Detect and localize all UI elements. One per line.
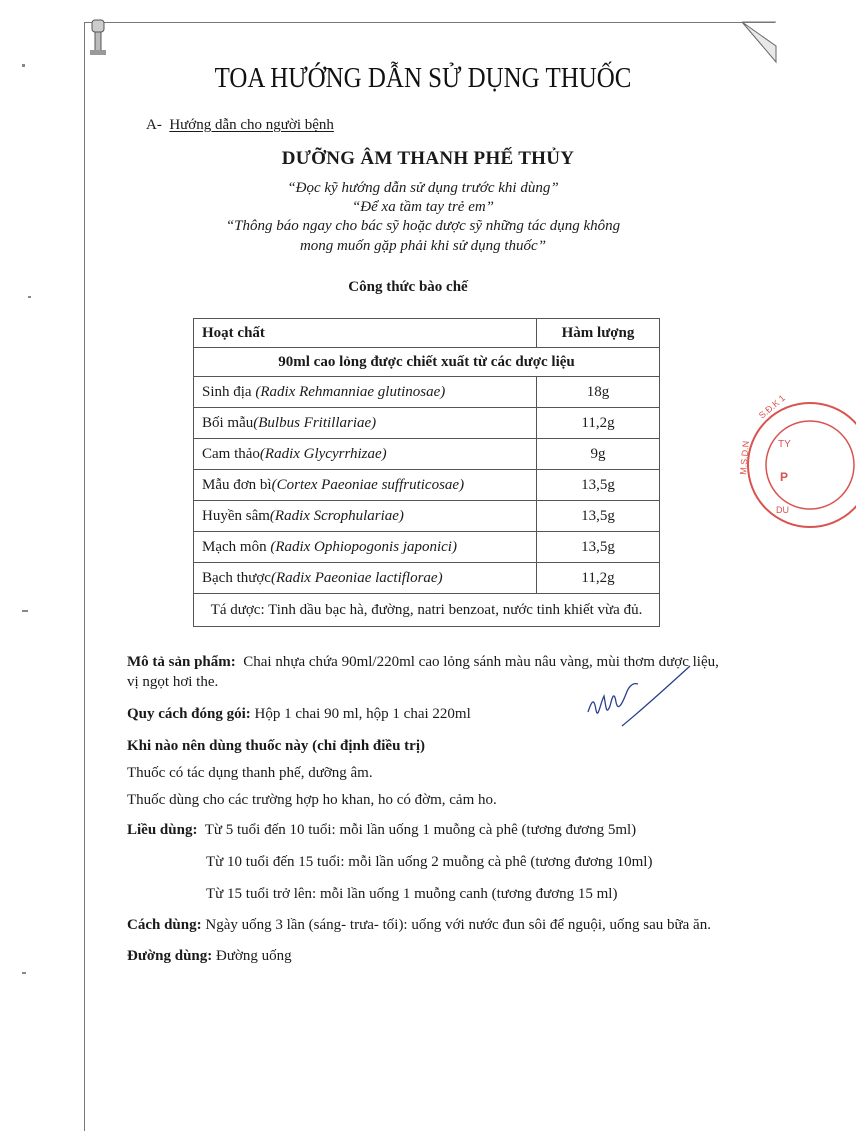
svg-text:M.S.D.N: M.S.D.N bbox=[738, 440, 751, 476]
section-a-label: Hướng dẫn cho người bệnh bbox=[169, 117, 334, 133]
folded-corner bbox=[742, 22, 776, 62]
ingredient-cell: Bạch thược(Radix Paeoniae lactiflorae) bbox=[194, 563, 537, 594]
amount-cell: 13,5g bbox=[537, 532, 660, 563]
scan-speck bbox=[28, 296, 31, 298]
table-header-row bbox=[194, 319, 660, 348]
route-line bbox=[127, 946, 292, 966]
product-name: DƯỠNG ÂM THANH PHẾ THỦY bbox=[281, 148, 575, 169]
packaging-line bbox=[127, 704, 471, 724]
handwritten-signature bbox=[586, 660, 696, 740]
table-row bbox=[194, 470, 660, 501]
warning-quote-4: mong muốn gặp phải khi sử dụng thuốc” bbox=[299, 238, 547, 254]
amount-cell: 11,2g bbox=[537, 408, 660, 439]
description-text-1: Chai nhựa chứa 90ml/220ml cao lỏng sánh màu nâu vàng, mùi thơm dược liệu, bbox=[243, 654, 719, 670]
route-label: Đường dùng: bbox=[127, 948, 213, 964]
table-row bbox=[194, 377, 660, 408]
amount-cell: 11,2g bbox=[537, 563, 660, 594]
table-row bbox=[194, 563, 660, 594]
ingredient-cell: Sinh địa (Radix Rehmanniae glutinosae) bbox=[194, 377, 537, 408]
svg-text:P: P bbox=[780, 470, 789, 484]
dosage-line-3: Từ 15 tuổi trở lên: mỗi lần uống 1 muỗng canh (tương đương 15 ml) bbox=[206, 886, 618, 902]
ingredient-cell: Cam thảo(Radix Glycyrrhizae) bbox=[194, 439, 537, 470]
description-label: Mô tả sản phẩm: bbox=[127, 654, 236, 670]
dosage-line-2: Từ 10 tuổi đến 15 tuổi: mỗi lần uống 2 muỗng cà phê (tương đương 10ml) bbox=[206, 854, 653, 870]
ingredient-cell: Mạch môn (Radix Ophiopogonis japonici) bbox=[194, 532, 537, 563]
packaging-text: Hộp 1 chai 90 ml, hộp 1 chai 220ml bbox=[254, 706, 471, 722]
svg-text:TY: TY bbox=[778, 439, 791, 450]
table-row bbox=[194, 439, 660, 470]
col-ingredient-header: Hoạt chất bbox=[194, 319, 537, 348]
amount-cell: 9g bbox=[537, 439, 660, 470]
table-row bbox=[194, 501, 660, 532]
table-row bbox=[194, 532, 660, 563]
scan-speck bbox=[22, 610, 28, 612]
col-amount-header: Hàm lượng bbox=[537, 319, 660, 348]
table-subheader: 90ml cao lỏng được chiết xuất từ các dược liệu bbox=[194, 348, 660, 377]
formula-title: Công thức bào chế bbox=[348, 279, 468, 295]
table-row bbox=[194, 408, 660, 439]
scan-speck bbox=[22, 64, 25, 67]
ingredient-cell: Bối mẫu(Bulbus Fritillariae) bbox=[194, 408, 537, 439]
indication-heading: Khi nào nên dùng thuốc này (chỉ định điều trị) bbox=[127, 738, 426, 754]
packaging-label: Quy cách đóng gói: bbox=[127, 706, 251, 722]
table-subheader-row bbox=[194, 348, 660, 377]
svg-text:S.Đ.K 1: S.Đ.K 1 bbox=[756, 392, 788, 421]
usage-line bbox=[127, 915, 711, 935]
dosage-label: Liều dùng: bbox=[127, 822, 198, 838]
warning-quote-1: “Đọc kỹ hướng dẫn sử dụng trước khi dùng” bbox=[287, 180, 559, 196]
dosage-line-1: Liều dùng: Từ 5 tuổi đến 10 tuổi: mỗi lần uống 1 muỗng cà phê (tương đương 5ml) bbox=[127, 822, 637, 838]
warning-quote-3: “Thông báo ngay cho bác sỹ hoặc dược sỹ những tác dụng không bbox=[225, 218, 621, 234]
section-a-heading bbox=[146, 117, 334, 134]
amount-cell: 13,5g bbox=[537, 470, 660, 501]
route-text: Đường uống bbox=[216, 948, 292, 964]
binder-pin-icon bbox=[86, 18, 110, 58]
excipients-row bbox=[194, 594, 660, 627]
ingredient-cell: Huyền sâm(Radix Scrophulariae) bbox=[194, 501, 537, 532]
excipients-text: Tá dược: Tinh dầu bạc hà, đường, natri benzoat, nước tinh khiết vừa đủ. bbox=[194, 594, 660, 627]
indication-line-1: Thuốc có tác dụng thanh phế, dưỡng âm. bbox=[127, 765, 373, 781]
description-text-2: vị ngọt hơi the. bbox=[127, 674, 219, 690]
red-stamp-seal bbox=[738, 392, 800, 535]
svg-text:DU: DU bbox=[776, 505, 789, 515]
section-a-prefix: A- bbox=[146, 117, 162, 133]
usage-text: Ngày uống 3 lần (sáng- trưa- tối): uống với nước đun sôi để nguội, uống sau bữa ăn. bbox=[205, 917, 711, 933]
scan-speck bbox=[22, 972, 26, 974]
amount-cell: 18g bbox=[537, 377, 660, 408]
warning-quote-2: “Để xa tầm tay trẻ em” bbox=[351, 199, 495, 215]
usage-label: Cách dùng: bbox=[127, 917, 202, 933]
formula-table bbox=[193, 318, 660, 627]
indication-line-2: Thuốc dùng cho các trường hợp ho khan, ho có đờm, cảm ho. bbox=[127, 792, 497, 808]
amount-cell: 13,5g bbox=[537, 501, 660, 532]
ingredient-cell: Mẫu đơn bì(Cortex Paeoniae suffruticosae) bbox=[194, 470, 537, 501]
document-title: TOA HƯỚNG DẪN SỬ DỤNG THUỐC bbox=[214, 62, 632, 94]
